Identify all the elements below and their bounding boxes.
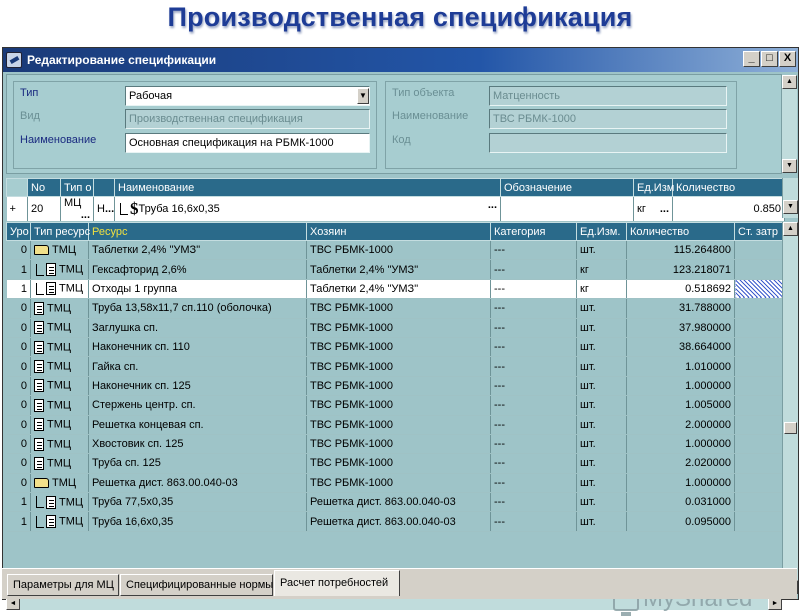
scroll-right-icon[interactable]: ► — [768, 597, 782, 610]
top-grid-header-unit[interactable]: Ед.Изм — [634, 179, 673, 197]
cost-cell[interactable] — [735, 279, 785, 298]
cost-cell[interactable] — [735, 396, 785, 415]
spec-editor-window — [2, 47, 799, 607]
resource-cell[interactable]: Стержень центр. сп. — [89, 396, 307, 415]
resource-type-cell[interactable]: ТМЦ — [31, 318, 89, 337]
unit-cell[interactable]: шт. — [577, 318, 627, 337]
qty-cell[interactable]: 0.850 — [673, 197, 785, 222]
no-cell[interactable]: 20 — [28, 197, 61, 222]
resource-cell[interactable]: Хвостовик сп. 125 — [89, 434, 307, 453]
resource-row[interactable] — [7, 434, 785, 453]
col-category[interactable]: Категория — [491, 223, 577, 241]
resource-type-cell[interactable]: ТМЦ — [31, 260, 89, 279]
document-icon — [46, 282, 56, 295]
resource-row[interactable] — [7, 357, 785, 376]
spec-header-form — [6, 74, 793, 174]
qty-cell[interactable]: 1.000000 — [627, 434, 735, 453]
level-cell[interactable]: 0 — [7, 299, 31, 318]
resource-cell[interactable]: Наконечник сп. 125 — [89, 376, 307, 395]
top-grid-header-name[interactable]: Наименование — [115, 179, 501, 197]
level-cell[interactable]: 0 — [7, 241, 31, 260]
object-code-label: Код — [392, 134, 411, 146]
document-icon — [46, 496, 56, 509]
kind-label: Вид — [20, 110, 40, 122]
type-label: Тип — [20, 87, 39, 99]
qty-cell[interactable]: 123.218071 — [627, 260, 735, 279]
resource-cell[interactable]: Гайка сп. — [89, 357, 307, 376]
category-cell[interactable]: --- — [491, 396, 577, 415]
tab-strip — [2, 568, 797, 599]
document-icon — [34, 302, 44, 315]
top-grid-header-qty[interactable]: Количество — [673, 179, 785, 197]
category-cell[interactable]: --- — [491, 357, 577, 376]
owner-cell[interactable]: ТВС РБМК-1000 — [307, 318, 491, 337]
unit-cell[interactable]: шт. — [577, 434, 627, 453]
cost-cell[interactable] — [735, 434, 785, 453]
level-cell[interactable]: 0 — [7, 396, 31, 415]
resource-type-cell[interactable]: ТМЦ — [31, 376, 89, 395]
resource-cell[interactable]: Решетка дист. 863.00.040-03 — [89, 473, 307, 492]
level-cell[interactable]: 1 — [7, 493, 31, 512]
resource-type-cell[interactable]: ТМЦ — [31, 299, 89, 318]
top-grid-header-flag[interactable] — [94, 179, 115, 197]
resource-cell[interactable]: Таблетки 2,4% "УМЗ" — [89, 241, 307, 260]
resource-grid-scrollbar[interactable] — [782, 222, 798, 594]
resource-row[interactable] — [7, 415, 785, 434]
top-grid-header-designation[interactable]: Обозначение — [501, 179, 634, 197]
dollar-icon: $ — [130, 199, 139, 218]
col-cost[interactable]: Ст. затр — [735, 223, 785, 241]
owner-cell[interactable]: ТВС РБМК-1000 — [307, 241, 491, 260]
component-row[interactable] — [7, 197, 785, 222]
category-cell[interactable]: --- — [491, 318, 577, 337]
col-qty[interactable]: Количество — [627, 223, 735, 241]
resource-cell[interactable]: Труба сп. 125 — [89, 454, 307, 473]
document-icon — [46, 515, 56, 528]
owner-cell[interactable]: Решетка дист. 863.00.040-03 — [307, 493, 491, 512]
unit-cell[interactable]: кг ... — [634, 197, 673, 222]
resource-cell[interactable]: Заглушка сп. — [89, 318, 307, 337]
resource-row[interactable] — [7, 493, 785, 512]
name-lookup-button[interactable]: ... — [487, 199, 497, 211]
owner-cell[interactable]: Решетка дист. 863.00.040-03 — [307, 512, 491, 531]
level-cell[interactable]: 0 — [7, 376, 31, 395]
cost-cell[interactable] — [735, 512, 785, 531]
top-grid-header-0 — [7, 179, 28, 197]
owner-cell[interactable]: ТВС РБМК-1000 — [307, 299, 491, 318]
resource-row[interactable] — [7, 260, 785, 279]
level-cell[interactable]: 0 — [7, 337, 31, 356]
document-icon — [34, 418, 44, 431]
unit-cell[interactable]: шт. — [577, 376, 627, 395]
unit-cell[interactable]: шт. — [577, 415, 627, 434]
document-icon — [34, 360, 44, 373]
resource-type-cell[interactable]: ТМЦ — [31, 396, 89, 415]
unit-cell[interactable]: шт. — [577, 493, 627, 512]
folder-icon[interactable] — [34, 478, 49, 488]
resource-row[interactable] — [7, 512, 785, 531]
category-cell[interactable]: --- — [491, 241, 577, 260]
name-cell[interactable]: $Труба 16,6х0,35 ... — [115, 197, 501, 222]
unit-cell[interactable]: шт. — [577, 357, 627, 376]
unit-cell[interactable]: кг — [577, 260, 627, 279]
resource-row[interactable] — [7, 376, 785, 395]
grid-scroll-thumb[interactable] — [784, 422, 797, 434]
cost-cell[interactable] — [735, 493, 785, 512]
unit-cell[interactable]: шт. — [577, 241, 627, 260]
qty-cell[interactable]: 1.000000 — [627, 376, 735, 395]
top-grid-scrollbar[interactable] — [782, 178, 798, 218]
scroll-up-icon[interactable]: ▲ — [782, 75, 797, 89]
row-marker: + — [7, 197, 28, 222]
resource-cell[interactable]: Труба 77,5х0,35 — [89, 493, 307, 512]
resource-row[interactable] — [7, 318, 785, 337]
owner-cell[interactable]: Таблетки 2,4% "УМЗ" — [307, 260, 491, 279]
owner-cell[interactable]: ТВС РБМК-1000 — [307, 415, 491, 434]
qty-cell[interactable]: 1.005000 — [627, 396, 735, 415]
qty-cell[interactable]: 0.518692 — [627, 279, 735, 298]
document-icon — [46, 263, 56, 276]
owner-cell[interactable]: ТВС РБМК-1000 — [307, 396, 491, 415]
qty-cell[interactable]: 0.095000 — [627, 512, 735, 531]
unit-cell[interactable]: шт. — [577, 299, 627, 318]
level-cell[interactable]: 0 — [7, 415, 31, 434]
category-cell[interactable]: --- — [491, 415, 577, 434]
document-icon — [34, 321, 44, 334]
unit-cell[interactable]: шт. — [577, 396, 627, 415]
resource-type-cell[interactable]: ТМЦ — [31, 512, 89, 531]
window-titlebar[interactable] — [3, 48, 798, 72]
qty-cell[interactable]: 1.000000 — [627, 473, 735, 492]
resource-type-cell[interactable]: ТМЦ — [31, 415, 89, 434]
minimize-button[interactable]: _ — [743, 51, 760, 67]
resource-row[interactable] — [7, 337, 785, 356]
resource-cell[interactable]: Наконечник сп. 110 — [89, 337, 307, 356]
resource-row[interactable] — [7, 241, 785, 260]
resource-cell[interactable]: Решетка концевая сп. — [89, 415, 307, 434]
document-icon — [34, 341, 44, 354]
resource-row[interactable] — [7, 454, 785, 473]
resource-cell[interactable]: Отходы 1 группа — [89, 279, 307, 298]
cost-cell[interactable] — [735, 454, 785, 473]
col-level[interactable]: Уро — [7, 223, 31, 241]
cost-cell[interactable] — [735, 318, 785, 337]
resource-row[interactable] — [7, 473, 785, 492]
resource-type-cell[interactable]: ТМЦ — [31, 473, 89, 492]
document-icon — [34, 399, 44, 412]
category-cell[interactable]: --- — [491, 473, 577, 492]
document-icon — [34, 457, 44, 470]
tab-requirements[interactable]: Расчет потребностей — [274, 570, 400, 596]
qty-cell[interactable]: 1.010000 — [627, 357, 735, 376]
owner-cell[interactable]: ТВС РБМК-1000 — [307, 376, 491, 395]
resource-cell[interactable]: Труба 13,58х11,7 сп.110 (оболочка) — [89, 299, 307, 318]
cost-cell[interactable] — [735, 357, 785, 376]
app-icon — [6, 52, 22, 68]
level-cell[interactable]: 0 — [7, 357, 31, 376]
folder-icon[interactable] — [34, 245, 49, 255]
grid-scroll-up-icon[interactable]: ▲ — [783, 222, 798, 236]
resource-cell[interactable]: Труба 16,6х0,35 — [89, 512, 307, 531]
unit-cell[interactable]: кг — [577, 279, 627, 298]
resource-type-cell[interactable]: ТМЦ — [31, 241, 89, 260]
qty-cell[interactable]: 115.264800 — [627, 241, 735, 260]
category-cell[interactable]: --- — [491, 454, 577, 473]
qty-cell[interactable]: 31.788000 — [627, 299, 735, 318]
type-cell[interactable]: МЦ ... — [61, 197, 94, 222]
resource-type-cell[interactable]: ТМЦ — [31, 357, 89, 376]
category-cell[interactable]: --- — [491, 376, 577, 395]
close-button[interactable]: X — [779, 51, 796, 67]
category-cell[interactable]: --- — [491, 279, 577, 298]
type-select[interactable]: Рабочая — [125, 86, 370, 106]
category-cell[interactable]: --- — [491, 260, 577, 279]
resource-type-cell[interactable]: ТМЦ — [31, 454, 89, 473]
scroll-left-icon[interactable]: ◄ — [6, 597, 20, 610]
col-unit[interactable]: Ед.Изм. — [577, 223, 627, 241]
object-type-label: Тип объекта — [392, 87, 455, 99]
object-name-label: Наименование — [392, 110, 469, 122]
cost-cell[interactable] — [735, 376, 785, 395]
qty-cell[interactable]: 2.020000 — [627, 454, 735, 473]
resource-type-cell[interactable]: ТМЦ — [31, 279, 89, 298]
resource-grid — [6, 222, 785, 532]
resource-type-cell[interactable]: ТМЦ — [31, 337, 89, 356]
owner-cell[interactable]: ТВС РБМК-1000 — [307, 357, 491, 376]
name-label: Наименование — [20, 134, 97, 146]
cost-cell[interactable] — [735, 260, 785, 279]
owner-cell[interactable]: ТВС РБМК-1000 — [307, 337, 491, 356]
col-owner[interactable]: Хозяин — [307, 223, 491, 241]
cost-cell[interactable] — [735, 415, 785, 434]
window-title: Редактирование спецификации — [27, 53, 217, 67]
flag-cell[interactable]: Н... — [94, 197, 115, 222]
resource-type-cell[interactable]: ТМЦ — [31, 493, 89, 512]
level-cell[interactable]: 0 — [7, 454, 31, 473]
qty-cell[interactable]: 0.031000 — [627, 493, 735, 512]
unit-cell[interactable]: шт. — [577, 473, 627, 492]
resource-type-cell[interactable]: ТМЦ — [31, 434, 89, 453]
top-grid-header-no[interactable]: No — [28, 179, 61, 197]
resource-row[interactable] — [7, 396, 785, 415]
document-icon — [34, 379, 44, 392]
level-cell[interactable]: 0 — [7, 473, 31, 492]
level-cell[interactable]: 1 — [7, 260, 31, 279]
category-cell[interactable]: --- — [491, 493, 577, 512]
unit-cell[interactable]: шт. — [577, 512, 627, 531]
owner-cell[interactable]: Таблетки 2,4% "УМЗ" — [307, 279, 491, 298]
col-resource-type[interactable]: Тип ресурс — [31, 223, 89, 241]
category-cell[interactable]: --- — [491, 337, 577, 356]
spec-type-group — [13, 81, 377, 169]
level-cell[interactable]: 1 — [7, 279, 31, 298]
tab-mc-params[interactable]: Параметры для МЦ — [7, 574, 119, 596]
cost-cell[interactable] — [735, 241, 785, 260]
form-scrollbar[interactable] — [781, 75, 797, 173]
owner-cell[interactable]: ТВС РБМК-1000 — [307, 473, 491, 492]
resource-row[interactable] — [7, 299, 785, 318]
object-group — [385, 81, 737, 169]
col-resource[interactable]: Ресурс — [89, 223, 307, 241]
type-dropdown-icon[interactable]: ▼ — [357, 88, 369, 104]
unit-cell[interactable]: шт. — [577, 454, 627, 473]
slide-title: Производственная спецификация — [167, 2, 633, 32]
cost-cell[interactable] — [735, 473, 785, 492]
scroll-down-icon[interactable]: ▼ — [782, 159, 797, 173]
level-cell[interactable]: 0 — [7, 318, 31, 337]
cost-cell[interactable] — [735, 299, 785, 318]
designation-cell[interactable] — [501, 197, 634, 222]
qty-cell[interactable]: 2.000000 — [627, 415, 735, 434]
kind-field: Производственная спецификация — [125, 109, 370, 129]
resource-cell[interactable]: Гексафторид 2,6% — [89, 260, 307, 279]
top-scroll-down-icon[interactable]: ▼ — [783, 200, 798, 214]
level-cell[interactable]: 0 — [7, 434, 31, 453]
object-code-field — [489, 133, 727, 153]
qty-cell[interactable]: 38.664000 — [627, 337, 735, 356]
top-grid-header-type[interactable]: Тип о — [61, 179, 94, 197]
cost-cell[interactable] — [735, 337, 785, 356]
owner-cell[interactable]: ТВС РБМК-1000 — [307, 454, 491, 473]
maximize-button[interactable]: □ — [761, 51, 778, 67]
qty-cell[interactable]: 37.980000 — [627, 318, 735, 337]
object-name-field: ТВС РБМК-1000 — [489, 109, 727, 129]
category-cell[interactable]: --- — [491, 512, 577, 531]
object-type-field: Матценность — [489, 86, 727, 106]
name-field[interactable]: Основная спецификация на РБМК-1000 — [125, 133, 370, 153]
resource-row[interactable] — [7, 279, 785, 298]
category-cell[interactable]: --- — [491, 299, 577, 318]
component-grid — [6, 178, 785, 222]
document-icon — [34, 438, 44, 451]
unit-cell[interactable]: шт. — [577, 337, 627, 356]
owner-cell[interactable]: ТВС РБМК-1000 — [307, 434, 491, 453]
tab-spec-norms[interactable]: Специфицированные нормы — [120, 574, 273, 596]
level-cell[interactable]: 1 — [7, 512, 31, 531]
category-cell[interactable]: --- — [491, 434, 577, 453]
